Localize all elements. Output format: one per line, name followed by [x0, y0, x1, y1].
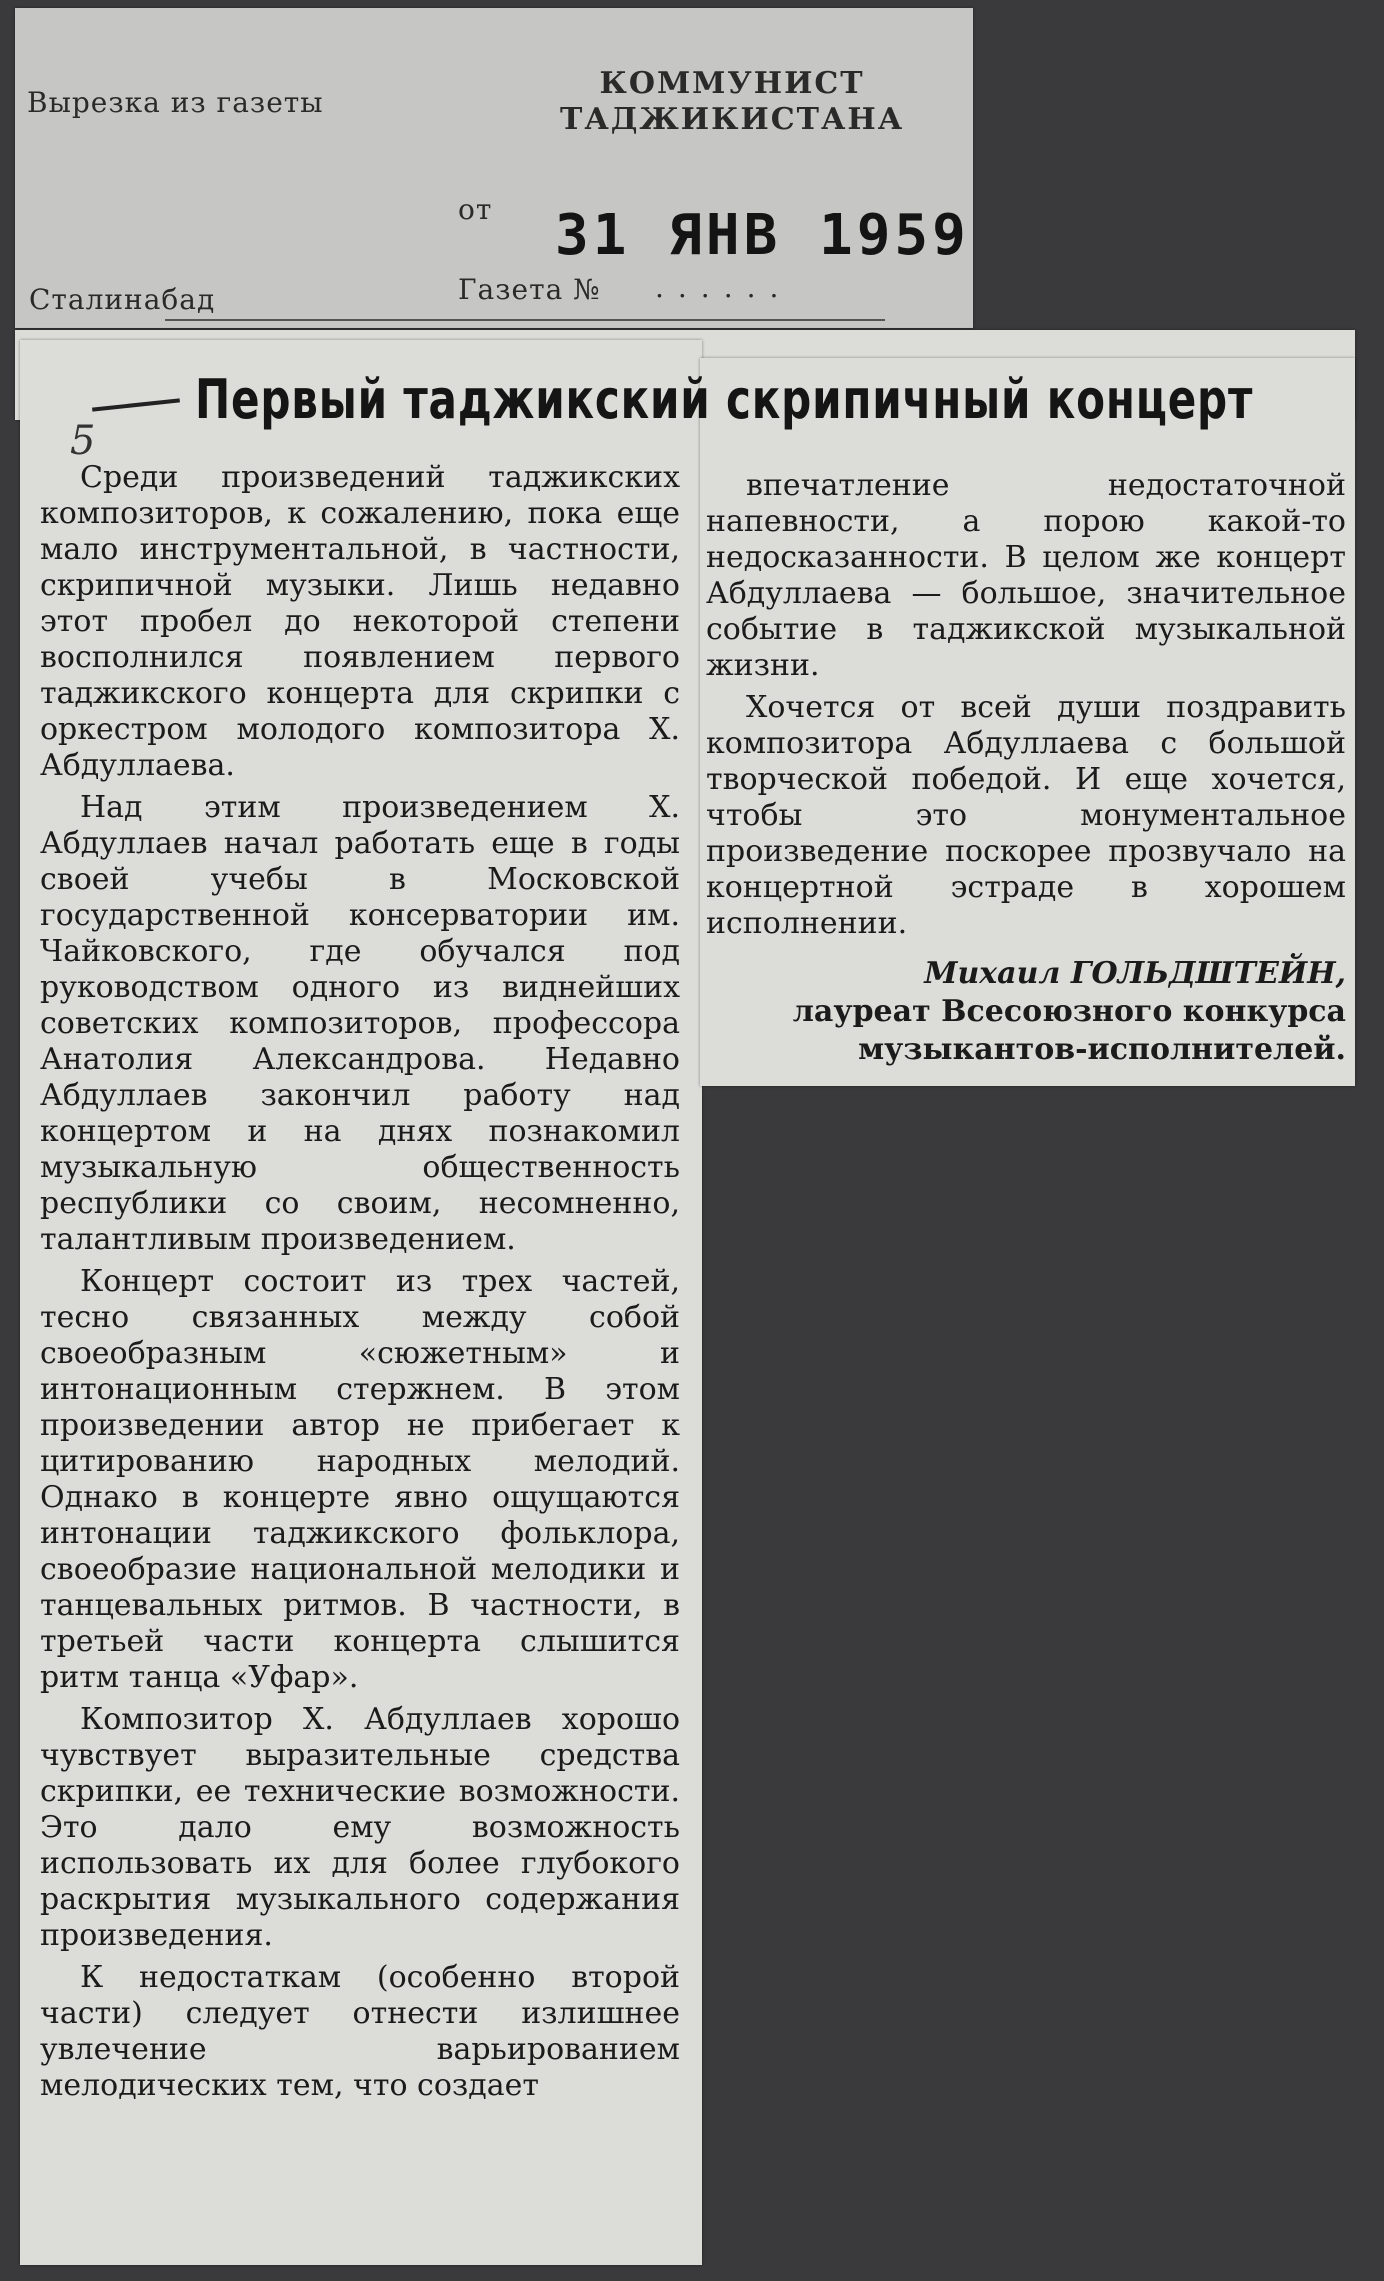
author-title-line2: музыкантов-исполнителей.	[858, 1032, 1346, 1067]
paragraph: впечатление недостаточной напевности, а порою какой-то недосказанности. В целом же концерт Абдуллаева — большое, значительное событие в таджикской музыкальной жизни.	[706, 468, 1346, 683]
author-title-line1: лауреат Всесоюзного конкурса	[792, 994, 1346, 1029]
date-stamp: 31 ЯНВ 1959	[555, 203, 970, 268]
paragraph: Композитор Х. Абдуллаев хорошо чувствует выразительные средства скрипки, ее технические возможности. Это дало ему возможность использовать их для более глубокого раскрытия музыкального содержания произведения.	[40, 1702, 680, 1953]
newspaper-name	[560, 66, 904, 138]
right-column-text	[706, 468, 1346, 948]
city-label: Сталинабад	[29, 283, 216, 316]
author-signature	[706, 955, 1346, 1069]
newspaper-number-value: ......	[655, 271, 793, 304]
paragraph: Концерт состоит из трех частей, тесно связанных между собой своеобразным «сюжетным» и интонационным стержнем. В этом произведении автор не прибегает к цитированию народных мелодий. Однако в концерте явно ощущаются интонации таджикского фольклора, своеобразие национальной мелодики и танцевальных ритмов. В частности, в третьей части концерта слышится ритм танца «Уфар».	[40, 1264, 680, 1695]
paragraph: Над этим произведением Х. Абдуллаев начал работать еще в годы своей учебы в Московской государственной консерватории им. Чайковского, где обучался под руководством одного из виднейших советских композиторов, профессора Анатолия Александрова. Недавно Абдуллаев закончил работу над концертом и на днях познакомил музыкальную общественность республики со своим, несомненно, талантливым произведением.	[40, 790, 680, 1257]
newspaper-number-label: Газета №	[458, 273, 601, 306]
left-column-text	[40, 460, 680, 2110]
newspaper-name-line1: КОММУНИСТ	[599, 66, 865, 101]
header-divider	[165, 319, 885, 321]
newspaper-name-line2: ТАДЖИКИСТАНА	[560, 102, 905, 137]
handwritten-margin-mark: 5	[70, 418, 96, 464]
article-title: Первый таджикский скрипичный концерт	[195, 368, 1254, 431]
date-from-label: от	[458, 193, 493, 226]
paragraph: К недостаткам (особенно второй части) следует отнести излишнее увлечение варьированием мелодических тем, что создает	[40, 1960, 680, 2103]
clipping-label: Вырезка из газеты	[27, 86, 324, 119]
author-name: Михаил ГОЛЬДШТЕЙН,	[924, 956, 1346, 991]
paragraph: Хочется от всей души поздравить композитора Абдуллаева с большой творческой победой. И еще хочется, чтобы это монументальное произведение поскорее прозвучало на концертной эстраде в хорошем исполнении.	[706, 690, 1346, 941]
clipping-header	[15, 8, 973, 328]
paragraph: Среди произведений таджикских композиторов, к сожалению, пока еще мало инструментальной, в частности, скрипичной музыки. Лишь недавно этот пробел до некоторой степени восполнился появлением первого таджикского концерта для скрипки с оркестром молодого композитора Х. Абдуллаева.	[40, 460, 680, 783]
